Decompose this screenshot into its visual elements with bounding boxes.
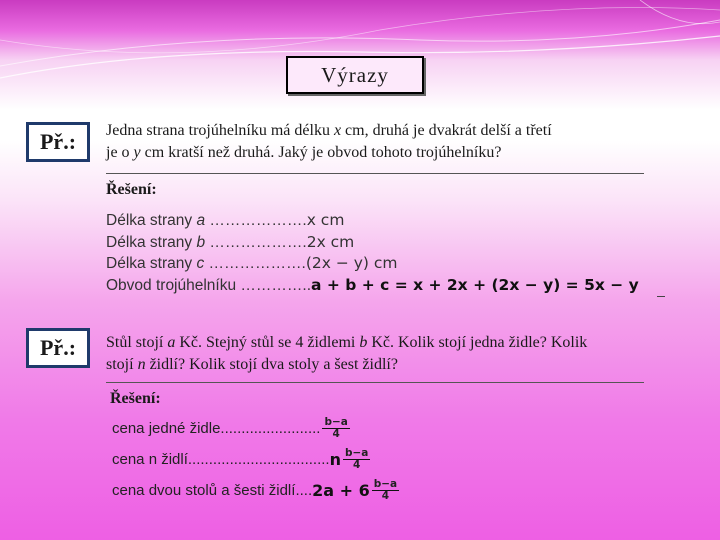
problem-2-line-2	[106, 354, 666, 376]
row-label: cena dvou stolů a šesti židlí	[112, 482, 296, 499]
row-prefix: n	[329, 450, 341, 469]
row-value: a + b + c = x + 2x + (2x − y) = 5x − y	[311, 275, 639, 294]
row-value: 2x cm	[306, 232, 355, 251]
row-dots: ……………….	[204, 255, 306, 272]
problem-1-line-2	[106, 142, 666, 164]
fraction	[322, 417, 349, 440]
row-dots: …………..	[236, 276, 312, 294]
text: je o	[106, 144, 134, 161]
row-var: c	[196, 255, 205, 272]
text: cm kratší než druhá. Jaký je obvod tohoto trojúhelníku?	[140, 144, 502, 161]
text: Stůl stojí	[106, 334, 168, 351]
text: židlí? Kolik stojí dva stoly a šest židlí?	[145, 356, 398, 373]
row-dots: ……………….	[205, 233, 307, 251]
fraction-numerator: b−a	[324, 416, 348, 428]
row-label: cena n židlí	[112, 451, 188, 468]
divider-1	[106, 173, 644, 174]
solution-2-row	[112, 479, 399, 502]
row-dots: ....	[295, 482, 313, 499]
var-y: y	[133, 144, 141, 161]
row-dots: ……………….	[205, 212, 307, 229]
solution-1-row	[106, 232, 666, 254]
fraction-denominator: 4	[381, 490, 390, 502]
row-value: (2x − y) cm	[305, 254, 398, 272]
row-label: Obvod trojúhelníku	[106, 276, 237, 294]
row-value: x cm	[306, 211, 345, 229]
var-a: a	[167, 334, 176, 351]
solution-1-heading: Řešení:	[106, 181, 157, 198]
text: stojí	[106, 356, 138, 373]
slide-title: Výrazy	[286, 56, 424, 94]
row-dots: ........................	[220, 420, 321, 437]
problem-2-text	[106, 332, 666, 376]
problem-1-line-1	[106, 120, 666, 142]
fraction-numerator: b−a	[344, 447, 369, 459]
solution-1-row	[106, 210, 666, 232]
solution-2-row	[112, 417, 350, 440]
fraction-numerator: b−a	[373, 478, 398, 490]
fraction	[343, 448, 370, 471]
solution-1-row	[106, 253, 666, 275]
fraction-denominator: 4	[353, 459, 361, 471]
example-label-1: Př.:	[26, 122, 90, 162]
fraction	[372, 479, 399, 502]
problem-2-line-1	[106, 332, 666, 354]
text: cm, druhá je dvakrát delší a třetí	[341, 122, 552, 139]
example-label-2: Př.:	[26, 328, 90, 368]
solution-1	[106, 210, 666, 296]
fraction-denominator: 4	[332, 428, 340, 440]
row-label: Délka strany	[106, 212, 197, 229]
text: Kč. Kolik stojí jedna židle? Kolik	[367, 334, 588, 351]
row-var: a	[196, 212, 206, 229]
var-x: x	[333, 122, 342, 139]
row-prefix: 2a + 6	[312, 481, 370, 500]
text: Jedna strana trojúhelníku má délku	[106, 122, 334, 139]
row-dots: ..................................	[187, 451, 330, 468]
solution-2-row	[112, 448, 370, 471]
row-label: Délka strany	[106, 255, 197, 272]
decorative-dash	[657, 296, 665, 297]
var-n: n	[137, 356, 146, 373]
solution-1-row	[106, 275, 666, 297]
row-label: cena jedné židle	[112, 420, 221, 437]
row-label: Délka strany	[106, 233, 197, 251]
row-var: b	[196, 233, 206, 251]
problem-1-text	[106, 120, 666, 164]
solution-2-heading: Řešení:	[110, 390, 161, 407]
var-b: b	[359, 334, 368, 351]
divider-2	[106, 382, 644, 383]
text: Kč. Stejný stůl se 4 židlemi	[175, 334, 360, 351]
